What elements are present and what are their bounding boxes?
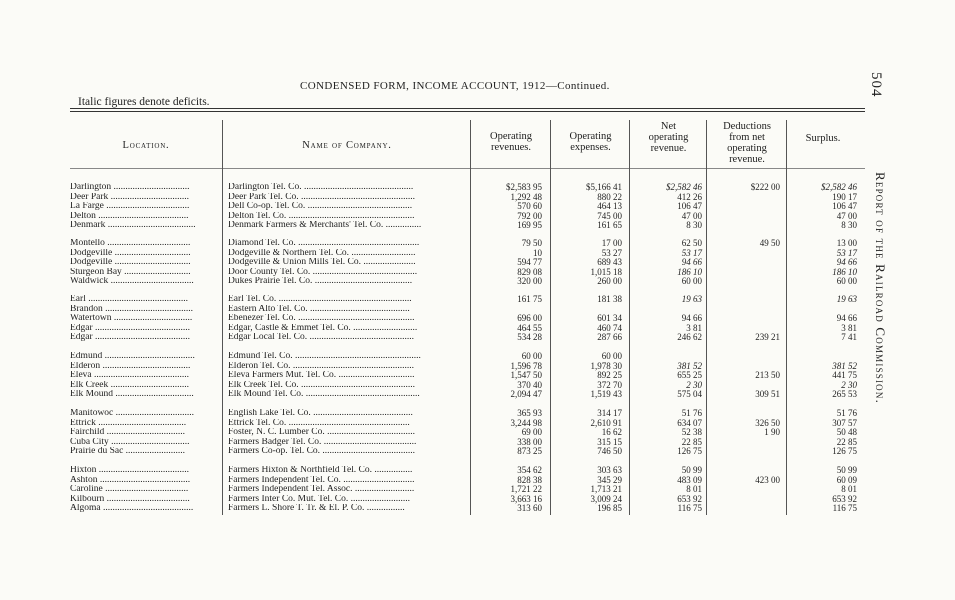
net-operating-revenue-cell: 8 01 [686,484,702,495]
operating-revenues-cell: 60 00 [521,351,542,361]
operating-expenses-cell: 345 29 [597,474,622,485]
net-operating-revenue-cell: 106 47 [677,201,702,212]
net-operating-revenue-cell: 22 85 [681,436,702,447]
location-cell: Manitowoc ................................. [70,409,195,418]
net-operating-revenue-cell: 94 66 [681,257,702,268]
company-cell: Eastern Alto Tel. Co. .......................................... [228,304,410,314]
operating-expenses-cell: 314 17 [597,408,622,418]
net-operating-revenue-cell: 381 52 [677,360,702,371]
surplus-cell: 13 00 [836,238,857,248]
company-cell: Deer Park Tel. Co. ................................................ [228,192,416,202]
location-cell: Caroline ................................... [70,485,189,495]
operating-revenues-cell: 3,663 16 [510,493,542,504]
operating-expenses-cell: 880 22 [597,191,622,202]
location-cell: Montello ................................... [70,239,191,248]
company-cell: Darlington Tel. Co. .............................................. [228,183,414,192]
company-cell: Farmers Inter Co. Mut. Tel. Co. ......................... [228,494,411,504]
operating-revenues-cell: 354 62 [517,465,542,475]
surplus-cell: 116 75 [832,503,857,514]
operating-expenses-cell: $5,166 41 [586,182,622,192]
header-company: Name of Company. [302,140,392,151]
deductions-cell: $222 00 [750,182,780,192]
operating-revenues-cell: 534 28 [517,332,542,343]
header-deductions: Deductions from net operating revenue. [723,121,771,165]
location-cell: Ettrick ..................................... [70,418,187,428]
company-cell: Earl Tel. Co. ........................................................ [228,295,412,304]
surplus-cell: 381 52 [832,360,857,371]
operating-revenues-cell: 464 55 [517,322,542,333]
location-cell: Brandon ..................................... [70,304,193,314]
header-net-operating-revenue: Net operating revenue. [648,121,689,154]
operating-revenues-cell: 696 00 [517,313,542,324]
surplus-cell: 50 48 [836,427,857,438]
surplus-cell: 8 01 [841,484,857,495]
location-cell: La Farge ................................... [70,202,190,212]
operating-revenues-cell: 169 95 [517,220,542,231]
net-operating-revenue-cell: 655 25 [677,370,702,381]
company-cell: Foster, N. C. Lumber Co. ..................................... [228,428,415,438]
company-cell: Farmers Co-op. Tel. Co. ....................................... [228,447,416,457]
operating-revenues-cell: 338 00 [517,436,542,447]
operating-expenses-cell: 689 43 [597,257,622,268]
location-cell: Fairchild ................................. [70,428,186,438]
net-operating-revenue-cell: 483 09 [677,474,702,485]
location-cell: Dodgeville ................................ [70,248,191,258]
company-cell: Delton Tel. Co. ..................................................... [228,211,415,221]
company-cell: Farmers Independent Tel. Assoc. ......................... [228,485,415,495]
surplus-cell: 653 92 [832,493,857,504]
net-operating-revenue-cell: 53 17 [681,247,702,258]
location-cell: Waldwick ................................... [70,277,194,287]
company-cell: Dukes Prairie Tel. Co. ......................................... [228,277,413,287]
company-cell: Edgar, Castle & Emmet Tel. Co. ........................... [228,323,418,333]
deductions-cell: 309 51 [755,389,780,400]
location-cell: Kilbourn ................................... [70,494,190,504]
deductions-cell: 326 50 [755,417,780,428]
operating-expenses-cell: 460 74 [597,322,622,333]
location-cell: Delton ...................................... [70,211,189,221]
location-cell: Elk Mound ................................. [70,390,194,400]
company-cell: Diamond Tel. Co. ................................................... [228,239,420,248]
surplus-cell: 186 10 [832,266,857,277]
location-cell: Edgar ........................................ [70,333,191,343]
deductions-cell: 213 50 [755,370,780,381]
company-cell: Dodgeville & Northern Tel. Co. ........................... [228,248,416,258]
operating-revenues-cell: 1,596 78 [510,360,542,371]
surplus-cell: 7 41 [841,332,857,343]
operating-expenses-cell: 1,713 21 [590,484,622,495]
surplus-cell: 3 81 [841,322,857,333]
surplus-cell: 19 63 [836,294,857,304]
surplus-cell: 2 30 [841,379,857,390]
company-cell: Farmers Independent Tel. Co. .............................. [228,475,415,485]
header-operating-revenues: Operating revenues. [490,131,532,153]
surplus-cell: 47 00 [836,210,857,221]
column-divider [222,120,223,515]
company-cell: Farmers L. Shore T. Tr. & El. P. Co. ................ [228,504,405,514]
net-operating-revenue-cell: 50 99 [681,465,702,475]
surplus-cell: 53 17 [836,247,857,258]
company-cell: Edgar Local Tel. Co. ............................................ [228,333,414,343]
surplus-cell: 60 09 [836,474,857,485]
location-cell: Dodgeville ................................ [70,258,191,268]
location-cell: Edmund ...................................... [70,352,195,361]
deductions-cell: 423 00 [755,474,780,485]
net-operating-revenue-cell: 60 00 [681,276,702,287]
operating-revenues-cell: 1,292 48 [510,191,542,202]
operating-revenues-cell: 370 40 [517,379,542,390]
operating-expenses-cell: 17 00 [601,238,622,248]
location-cell: Eleva ........................................ [70,371,190,381]
operating-expenses-cell: 260 00 [597,276,622,287]
operating-expenses-cell: 60 00 [601,351,622,361]
operating-expenses-cell: 315 15 [597,436,622,447]
surplus-cell: 22 85 [836,436,857,447]
company-cell: Farmers Badger Tel. Co. ....................................... [228,437,417,447]
operating-expenses-cell: 746 50 [597,446,622,457]
location-cell: Algoma ...................................... [70,504,194,514]
header-surplus: Surplus. [805,133,841,144]
location-cell: Hixton ...................................... [70,466,190,475]
location-cell: Earl .......................................... [70,295,188,304]
page-title: CONDENSED FORM, INCOME ACCOUNT, 1912—Continued. [300,80,610,92]
header-operating-expenses: Operating expenses. [569,131,612,153]
net-operating-revenue-cell: 634 07 [677,417,702,428]
deductions-cell: 49 50 [759,238,780,248]
company-cell: Elderon Tel. Co. ................................................... [228,361,414,371]
surplus-cell: 126 75 [832,446,857,457]
net-operating-revenue-cell: 246 62 [677,332,702,343]
operating-expenses-cell: 2,610 91 [590,417,622,428]
operating-revenues-cell: 873 25 [517,446,542,457]
net-operating-revenue-cell: 19 63 [681,294,702,304]
deficit-note: Italic figures denote deficits. [78,96,210,108]
operating-revenues-cell: 161 75 [517,294,542,304]
company-cell: Denmark Farmers & Merchants' Tel. Co. ............... [228,221,422,231]
net-operating-revenue-cell: 8 30 [686,220,702,231]
operating-revenues-cell: 594 77 [517,257,542,268]
deductions-cell: 1 90 [764,427,780,438]
header-bottom-rule [70,168,865,169]
company-cell: Dell Co-op. Tel. Co. ............................................ [228,202,413,212]
surplus-cell: 307 57 [832,417,857,428]
location-cell: Ashton ...................................... [70,475,191,485]
page-number: 504 [868,72,884,98]
company-cell: Farmers Hixton & Northfield Tel. Co. ................ [228,466,413,475]
surplus-cell: 60 00 [836,276,857,287]
operating-revenues-cell: 365 93 [517,408,542,418]
location-cell: Deer Park ................................. [70,192,189,202]
net-operating-revenue-cell: 47 00 [681,210,702,221]
operating-revenues-cell: 313 60 [517,503,542,514]
column-divider [706,120,707,515]
operating-expenses-cell: 1,978 30 [590,360,622,371]
top-rule [70,108,865,109]
company-cell: Elk Mound Tel. Co. ................................................ [228,390,420,400]
operating-expenses-cell: 601 34 [597,313,622,324]
operating-revenues-cell: 2,094 47 [510,389,542,400]
company-cell: Ebenezer Tel. Co. ................................................. [228,314,415,324]
header-location: Location. [122,140,170,151]
operating-expenses-cell: 16 62 [601,427,622,438]
surplus-cell: 106 47 [832,201,857,212]
location-cell: Prairie du Sac ......................... [70,447,186,457]
operating-revenues-cell: 792 00 [517,210,542,221]
surplus-cell: 441 75 [832,370,857,381]
net-operating-revenue-cell: 62 50 [681,238,702,248]
operating-expenses-cell: 3,009 24 [590,493,622,504]
operating-revenues-cell: 69 00 [521,427,542,438]
operating-expenses-cell: 1,015 18 [590,266,622,277]
operating-expenses-cell: 372 70 [597,379,622,390]
operating-revenues-cell: 3,244 98 [510,417,542,428]
net-operating-revenue-cell: 51 76 [681,408,702,418]
company-cell: English Lake Tel. Co. .......................................... [228,409,413,418]
net-operating-revenue-cell: $2,582 46 [666,182,702,192]
location-cell: Watertown ................................. [70,314,193,324]
company-cell: Dodgeville & Union Mills Tel. Co. ...................... [228,258,416,268]
location-cell: Elk Creek ................................. [70,380,190,390]
surplus-cell: 94 66 [836,313,857,324]
operating-expenses-cell: 745 00 [597,210,622,221]
net-operating-revenue-cell: 94 66 [681,313,702,324]
surplus-cell: 190 17 [832,191,857,202]
net-operating-revenue-cell: 3 81 [686,322,702,333]
operating-expenses-cell: 303 63 [597,465,622,475]
operating-revenues-cell: 10 [533,247,542,258]
operating-revenues-cell: 79 50 [521,238,542,248]
company-cell: Door County Tel. Co. ............................................ [228,267,418,277]
net-operating-revenue-cell: 575 04 [677,389,702,400]
company-cell: Ettrick Tel. Co. ................................................... [228,418,410,428]
surplus-cell: 94 66 [836,257,857,268]
location-cell: Denmark ..................................... [70,221,196,231]
operating-revenues-cell: 570 60 [517,201,542,212]
surplus-cell: 8 30 [841,220,857,231]
net-operating-revenue-cell: 2 30 [686,379,702,390]
net-operating-revenue-cell: 412 26 [677,191,702,202]
operating-expenses-cell: 892 25 [597,370,622,381]
operating-expenses-cell: 1,519 43 [590,389,622,400]
deductions-cell: 239 21 [755,332,780,343]
operating-expenses-cell: 161 65 [597,220,622,231]
operating-revenues-cell: 1,547 50 [510,370,542,381]
net-operating-revenue-cell: 126 75 [677,446,702,457]
location-cell: Sturgeon Bay ............................ [70,267,191,277]
net-operating-revenue-cell: 52 38 [681,427,702,438]
operating-revenues-cell: 829 08 [517,266,542,277]
location-cell: Cuba City ................................. [70,437,190,447]
company-cell: Eleva Farmers Mut. Tel. Co. ................................ [228,371,415,381]
location-cell: Edgar ........................................ [70,323,191,333]
operating-expenses-cell: 196 85 [597,503,622,514]
net-operating-revenue-cell: 116 75 [677,503,702,514]
net-operating-revenue-cell: 186 10 [677,266,702,277]
net-operating-revenue-cell: 653 92 [677,493,702,504]
operating-revenues-cell: 320 00 [517,276,542,287]
surplus-cell: 51 76 [836,408,857,418]
operating-revenues-cell: 828 38 [517,474,542,485]
operating-expenses-cell: 181 38 [597,294,622,304]
surplus-cell: 265 53 [832,389,857,400]
top-rule-double [70,111,865,112]
surplus-cell: 50 99 [836,465,857,475]
company-cell: Elk Creek Tel. Co. ................................................ [228,380,416,390]
operating-revenues-cell: $2,583 95 [506,182,542,192]
operating-expenses-cell: 287 66 [597,332,622,343]
location-cell: Darlington ................................ [70,183,190,192]
operating-expenses-cell: 464 13 [597,201,622,212]
location-cell: Elderon ..................................... [70,361,191,371]
operating-expenses-cell: 53 27 [601,247,622,258]
running-side-title: Report of the Railroad Commission. [873,172,888,405]
company-cell: Edmund Tel. Co. ..................................................... [228,352,421,361]
surplus-cell: $2,582 46 [821,182,857,192]
operating-revenues-cell: 1,721 22 [510,484,542,495]
